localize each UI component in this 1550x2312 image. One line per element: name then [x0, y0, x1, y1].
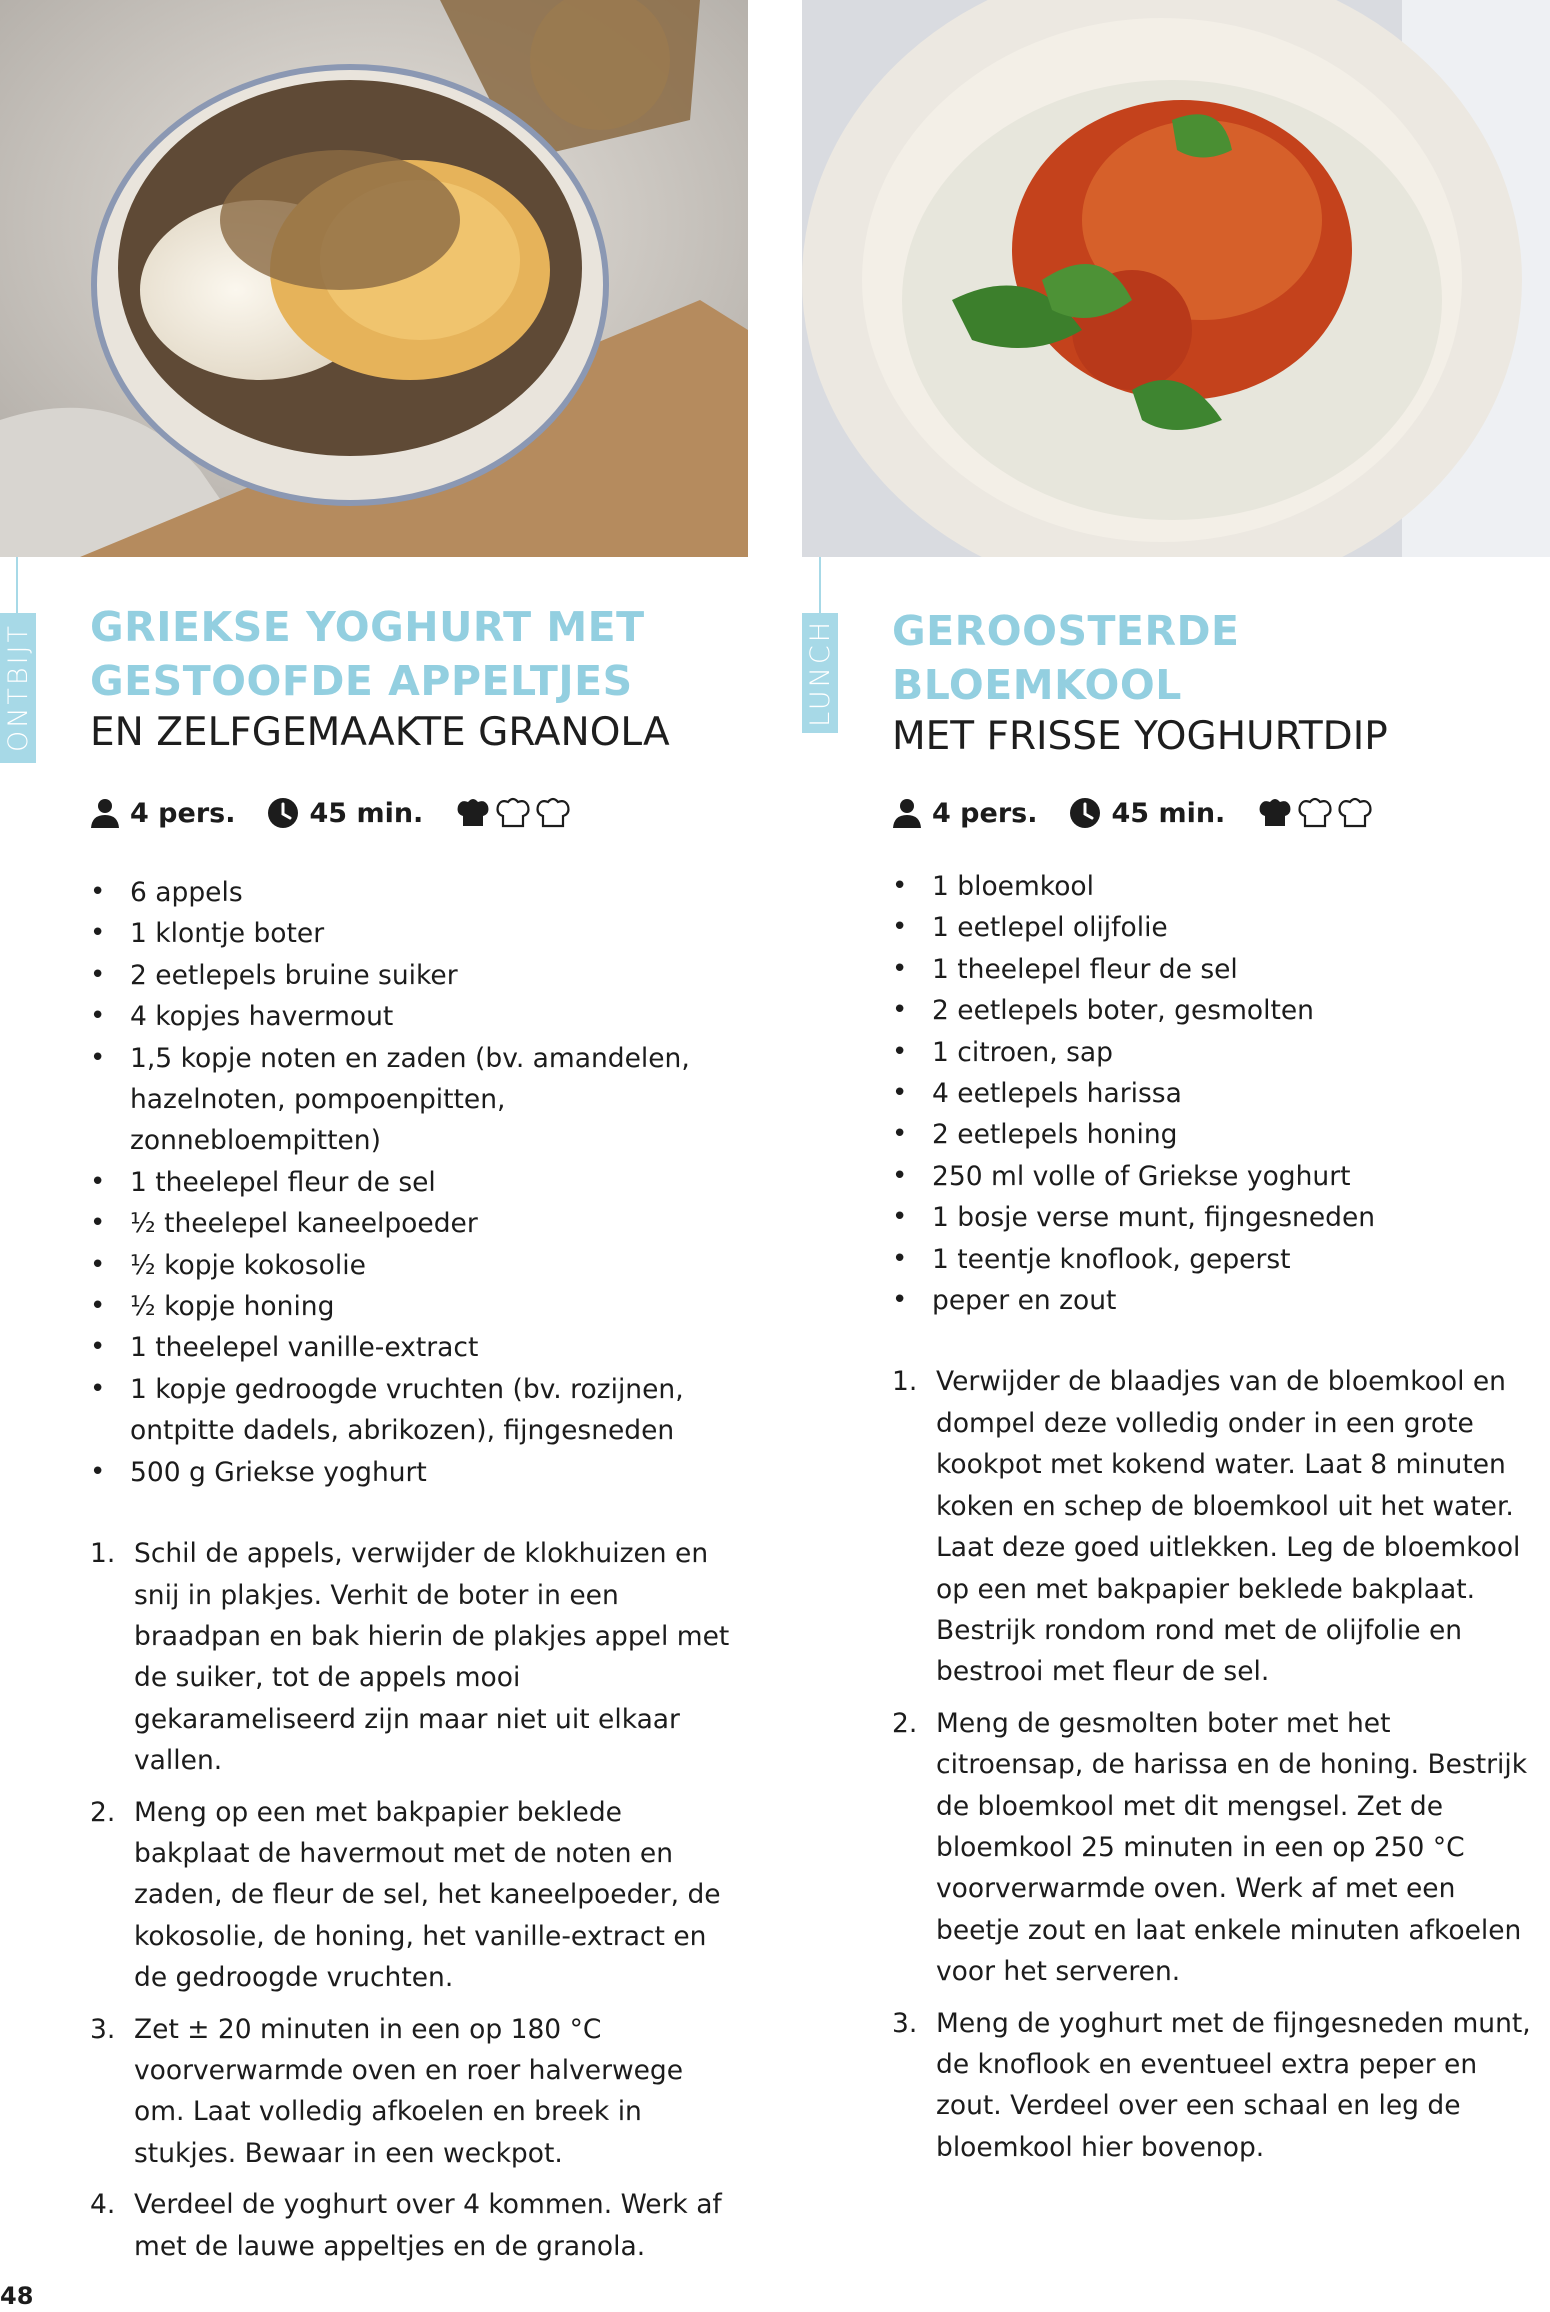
- ingredient-item: • ½ kopje kokosolie: [90, 1245, 730, 1286]
- ingredient-item: • 2 eetlepels honing: [892, 1114, 1532, 1155]
- ingredient-item: • 1 kopje gedroogde vruchten (bv. rozijnen, ontpitte dadels, abrikozen), fijngesneden: [90, 1369, 730, 1452]
- step-item: [90, 2184, 730, 2267]
- step-item: [90, 1792, 730, 1999]
- time-label: 45 min.: [1111, 797, 1226, 829]
- ingredient-item: • 1 theelepel fleur de sel: [90, 1162, 730, 1203]
- ingredient-item: • 1 theelepel fleur de sel: [892, 949, 1532, 990]
- side-line-top-left: [16, 557, 18, 613]
- recipe-subtitle-right: MET FRISSE YOGHURTDIP: [892, 714, 1388, 759]
- chef-hat-outline-icon: [495, 796, 531, 830]
- step-number: 1.: [892, 1366, 918, 1398]
- ingredient-item: • ½ theelepel kaneelpoeder: [90, 1203, 730, 1244]
- step-item: [892, 1361, 1532, 1692]
- ingredient-item: • 1 klontje boter: [90, 913, 730, 954]
- recipe-meta-right: [892, 796, 1542, 830]
- difficulty-rating: [1257, 796, 1377, 830]
- recipe-meta-left: [90, 796, 750, 830]
- title-line: GESTOOFDE APPELTJES: [90, 657, 633, 705]
- photo-cauliflower-plate: [802, 0, 1550, 557]
- steps-list-left: [90, 1533, 730, 2267]
- recipe-title-left: [90, 600, 750, 708]
- ingredient-item: • 250 ml volle of Griekse yoghurt: [892, 1156, 1532, 1197]
- person-icon: [892, 798, 922, 828]
- photo-yoghurt-bowl: [0, 0, 748, 557]
- difficulty-rating: [455, 796, 575, 830]
- step-text: Meng op een met bakpapier beklede bakplaat de havermout met de noten en zaden, de fleur de sel, het kaneelpoeder, de kokosolie, de honing, het vanille-extract en de gedroogde vruchten.: [134, 1796, 721, 1994]
- ingredient-item: • peper en zout: [892, 1280, 1532, 1321]
- step-number: 1.: [90, 1538, 116, 1570]
- clock-icon: [1069, 797, 1101, 829]
- chef-hat-outline-icon: [1297, 796, 1333, 830]
- step-number: 4.: [90, 2189, 116, 2221]
- step-number: 3.: [892, 2007, 918, 2039]
- recipe-title-right: [892, 604, 1542, 712]
- ingredient-item: • 1 citroen, sap: [892, 1032, 1532, 1073]
- ingredient-item: • 1 theelepel vanille-extract: [90, 1327, 730, 1368]
- recipe-right: [892, 604, 1542, 2178]
- step-number: 2.: [892, 1707, 918, 1739]
- ingredient-list-right: [892, 866, 1532, 1321]
- step-text: Meng de gesmolten boter met het citroensap, de harissa en de honing. Bestrijk de bloemkool met dit mengsel. Zet de bloemkool 25 minuten in een op 250 °C voorverwarmde oven. Werk af met een beetje zout en laat enkele minuten afkoelen voor het serveren.: [936, 1707, 1528, 1988]
- persons-label: 4 pers.: [130, 797, 236, 829]
- ingredient-item: • 2 eetlepels bruine suiker: [90, 955, 730, 996]
- category-tab-left: [0, 613, 36, 763]
- step-number: 3.: [90, 2013, 116, 2045]
- title-line: GEROOSTERDE BLOEMKOOL: [892, 607, 1240, 709]
- clock-icon: [267, 797, 299, 829]
- ingredient-item: • 1,5 kopje noten en zaden (bv. amandelen, hazelnoten, pompoenpitten, zonnebloempitten): [90, 1038, 730, 1162]
- ingredient-item: • 1 bosje verse munt, fijngesneden: [892, 1197, 1532, 1238]
- steps-list-right: [892, 1361, 1532, 2168]
- page-number: 48: [0, 2282, 34, 2310]
- category-label-right: LUNCH: [804, 619, 836, 727]
- recipe-left: [90, 600, 750, 2277]
- recipe-subtitle-left: EN ZELFGEMAAKTE GRANOLA: [90, 710, 670, 755]
- step-text: Schil de appels, verwijder de klokhuizen en snij in plakjes. Verhit de boter in een braadpan en bak hierin de plakjes appel met de suiker, tot de appels mooi gekarameliseerd zijn maar niet uit elkaar vallen.: [134, 1538, 730, 1777]
- side-line-top-right: [819, 557, 821, 613]
- chef-hat-filled-icon: [1257, 796, 1293, 830]
- step-item: [892, 2003, 1532, 2169]
- chef-hat-outline-icon: [535, 796, 571, 830]
- ingredient-item: • ½ kopje honing: [90, 1286, 730, 1327]
- ingredient-list-left: [90, 872, 730, 1493]
- title-line: GRIEKSE YOGHURT MET: [90, 603, 645, 651]
- ingredient-item: • 4 kopjes havermout: [90, 996, 730, 1037]
- ingredient-item: • 1 bloemkool: [892, 866, 1532, 907]
- persons-label: 4 pers.: [932, 797, 1038, 829]
- step-item: [90, 1533, 730, 1781]
- category-tab-right: [802, 613, 838, 733]
- ingredient-item: • 2 eetlepels boter, gesmolten: [892, 990, 1532, 1031]
- step-text: Verwijder de blaadjes van de bloemkool en dompel deze volledig onder in een grote kookpot met kokend water. Laat 8 minuten koken en schep de bloemkool uit het water. Laat deze goed uitlekken. Leg de bloemkool op een met bakpapier beklede bakplaat. Bestrijk rondom rond met de olijfolie en bestrooi met fleur de sel.: [936, 1366, 1521, 1688]
- ingredient-item: • 1 eetlepel olijfolie: [892, 907, 1532, 948]
- ingredient-item: • 1 teentje knoflook, geperst: [892, 1239, 1532, 1280]
- ingredient-item: • 4 eetlepels harissa: [892, 1073, 1532, 1114]
- category-label-left: ONTBIJT: [2, 623, 34, 753]
- chef-hat-outline-icon: [1337, 796, 1373, 830]
- ingredient-item: • 500 g Griekse yoghurt: [90, 1452, 730, 1493]
- step-item: [892, 1703, 1532, 1993]
- time-label: 45 min.: [309, 797, 424, 829]
- step-text: Zet ± 20 minuten in een op 180 °C voorverwarmde oven en roer halverwege om. Laat volledig afkoelen en breek in stukjes. Bewaar in een weckpot.: [134, 2013, 684, 2169]
- step-text: Verdeel de yoghurt over 4 kommen. Werk af met de lauwe appeltjes en de granola.: [134, 2189, 722, 2262]
- step-text: Meng de yoghurt met de fijngesneden munt, de knoflook en eventueel extra peper en zout. Verdeel over een schaal en leg de bloemkool hier bovenop.: [936, 2007, 1531, 2163]
- step-item: [90, 2009, 730, 2175]
- chef-hat-filled-icon: [455, 796, 491, 830]
- person-icon: [90, 798, 120, 828]
- step-number: 2.: [90, 1796, 116, 1828]
- ingredient-item: • 6 appels: [90, 872, 730, 913]
